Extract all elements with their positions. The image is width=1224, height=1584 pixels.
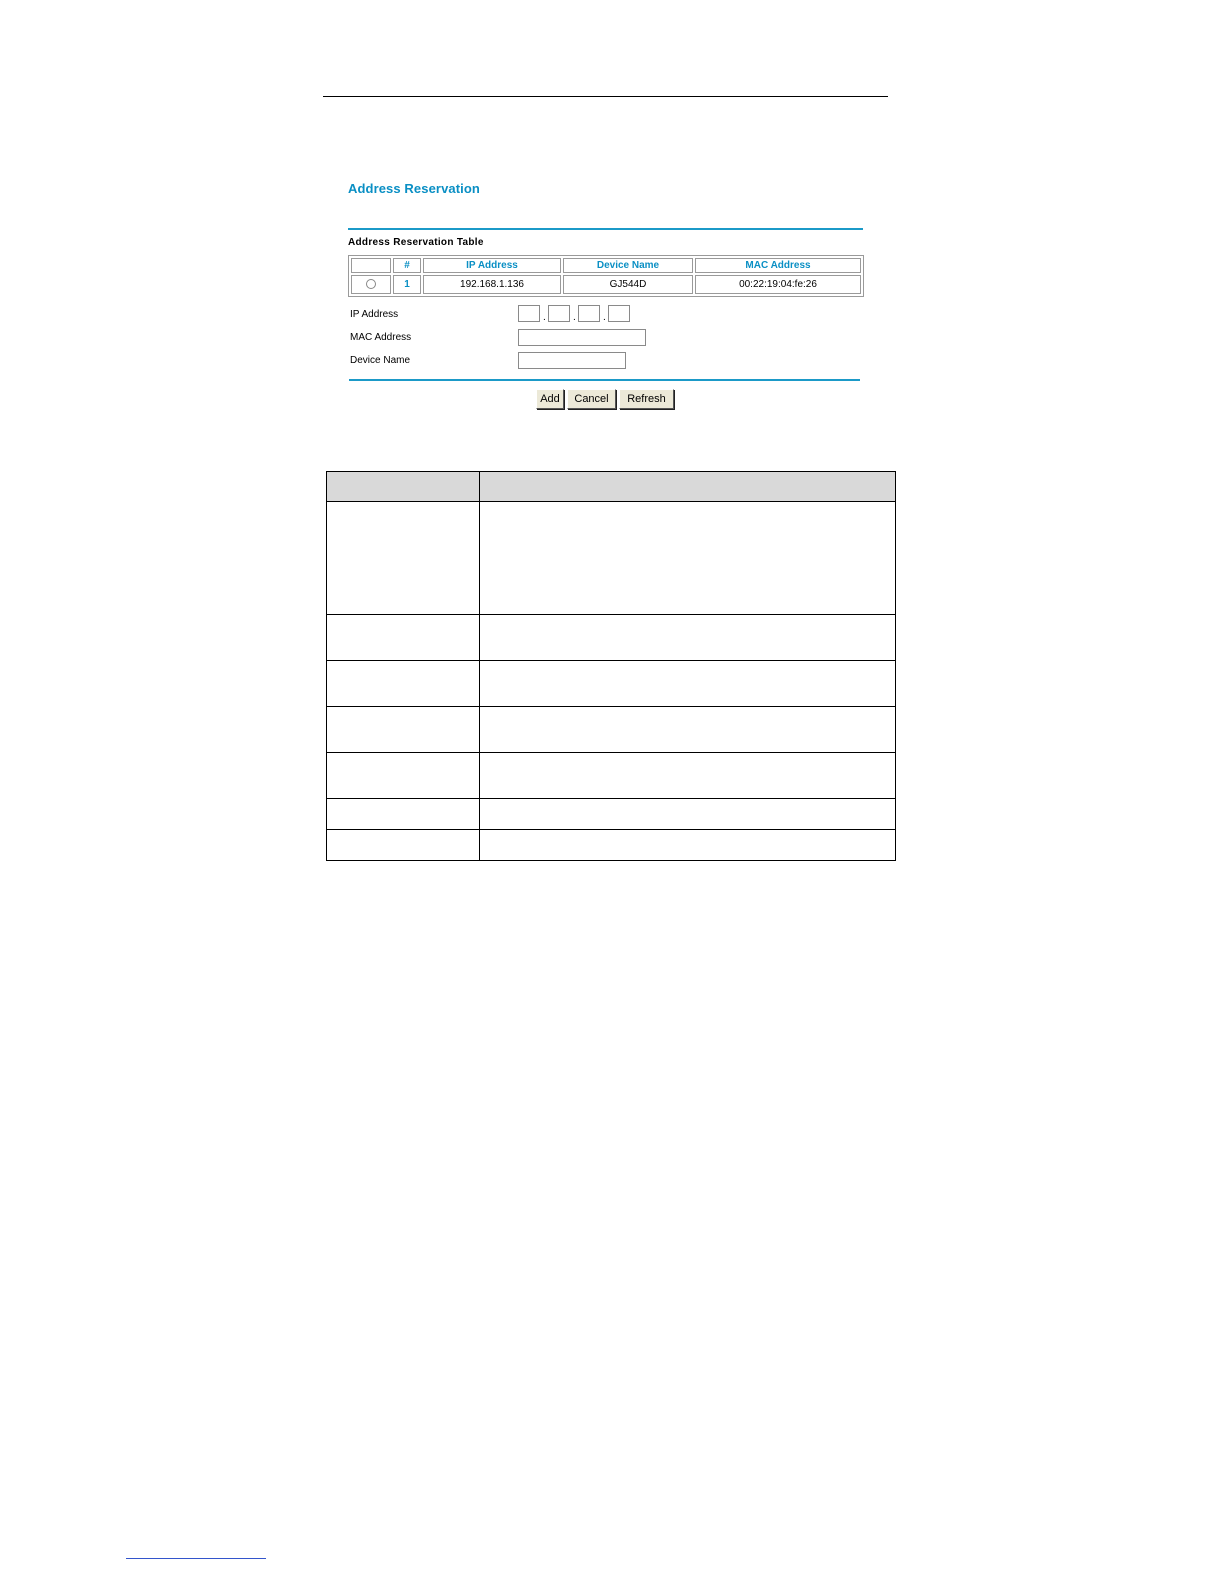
ip-separator: . [573,312,576,323]
ip-octet-3-input[interactable] [578,305,600,322]
description-row [327,799,896,830]
cancel-button[interactable]: Cancel [567,389,616,409]
description-row [327,707,896,753]
add-button[interactable]: Add [536,389,564,409]
ip-octet-1-input[interactable] [518,305,540,322]
ip-octet-4-input[interactable] [608,305,630,322]
ip-address-label: IP Address [350,309,399,320]
description-table [326,471,896,861]
row-number: 1 [393,275,421,294]
page-title: Address Reservation [348,181,480,196]
device-name-label: Device Name [350,355,411,366]
description-row [327,661,896,707]
section-divider-bottom [349,379,860,381]
col-select-header [351,258,391,273]
description-table-header [327,472,896,502]
col-mac-header: MAC Address [695,258,861,273]
description-row [327,615,896,661]
footer-link-underline [126,1558,266,1559]
mac-address-label: MAC Address [350,332,412,343]
table-title: Address Reservation Table [348,237,484,248]
section-divider-top [348,228,863,230]
col-number-header: # [393,258,421,273]
row-device: GJ544D [563,275,693,294]
row-ip: 192.168.1.136 [423,275,561,294]
row-select-cell [351,275,391,294]
mac-address-input[interactable] [518,329,646,346]
refresh-button[interactable]: Refresh [619,389,674,409]
row-select-radio[interactable] [366,279,376,289]
description-row [327,830,896,861]
table-header-row [351,258,861,273]
col-device-header: Device Name [563,258,693,273]
col-ip-header: IP Address [423,258,561,273]
description-row [327,753,896,799]
ip-separator: . [603,312,606,323]
device-name-input[interactable] [518,352,626,369]
table-row [351,275,861,294]
ip-separator: . [543,312,546,323]
row-mac: 00:22:19:04:fe:26 [695,275,861,294]
reservation-table [348,255,864,297]
page-header-rule [323,96,888,97]
description-row [327,502,896,615]
ip-octet-2-input[interactable] [548,305,570,322]
